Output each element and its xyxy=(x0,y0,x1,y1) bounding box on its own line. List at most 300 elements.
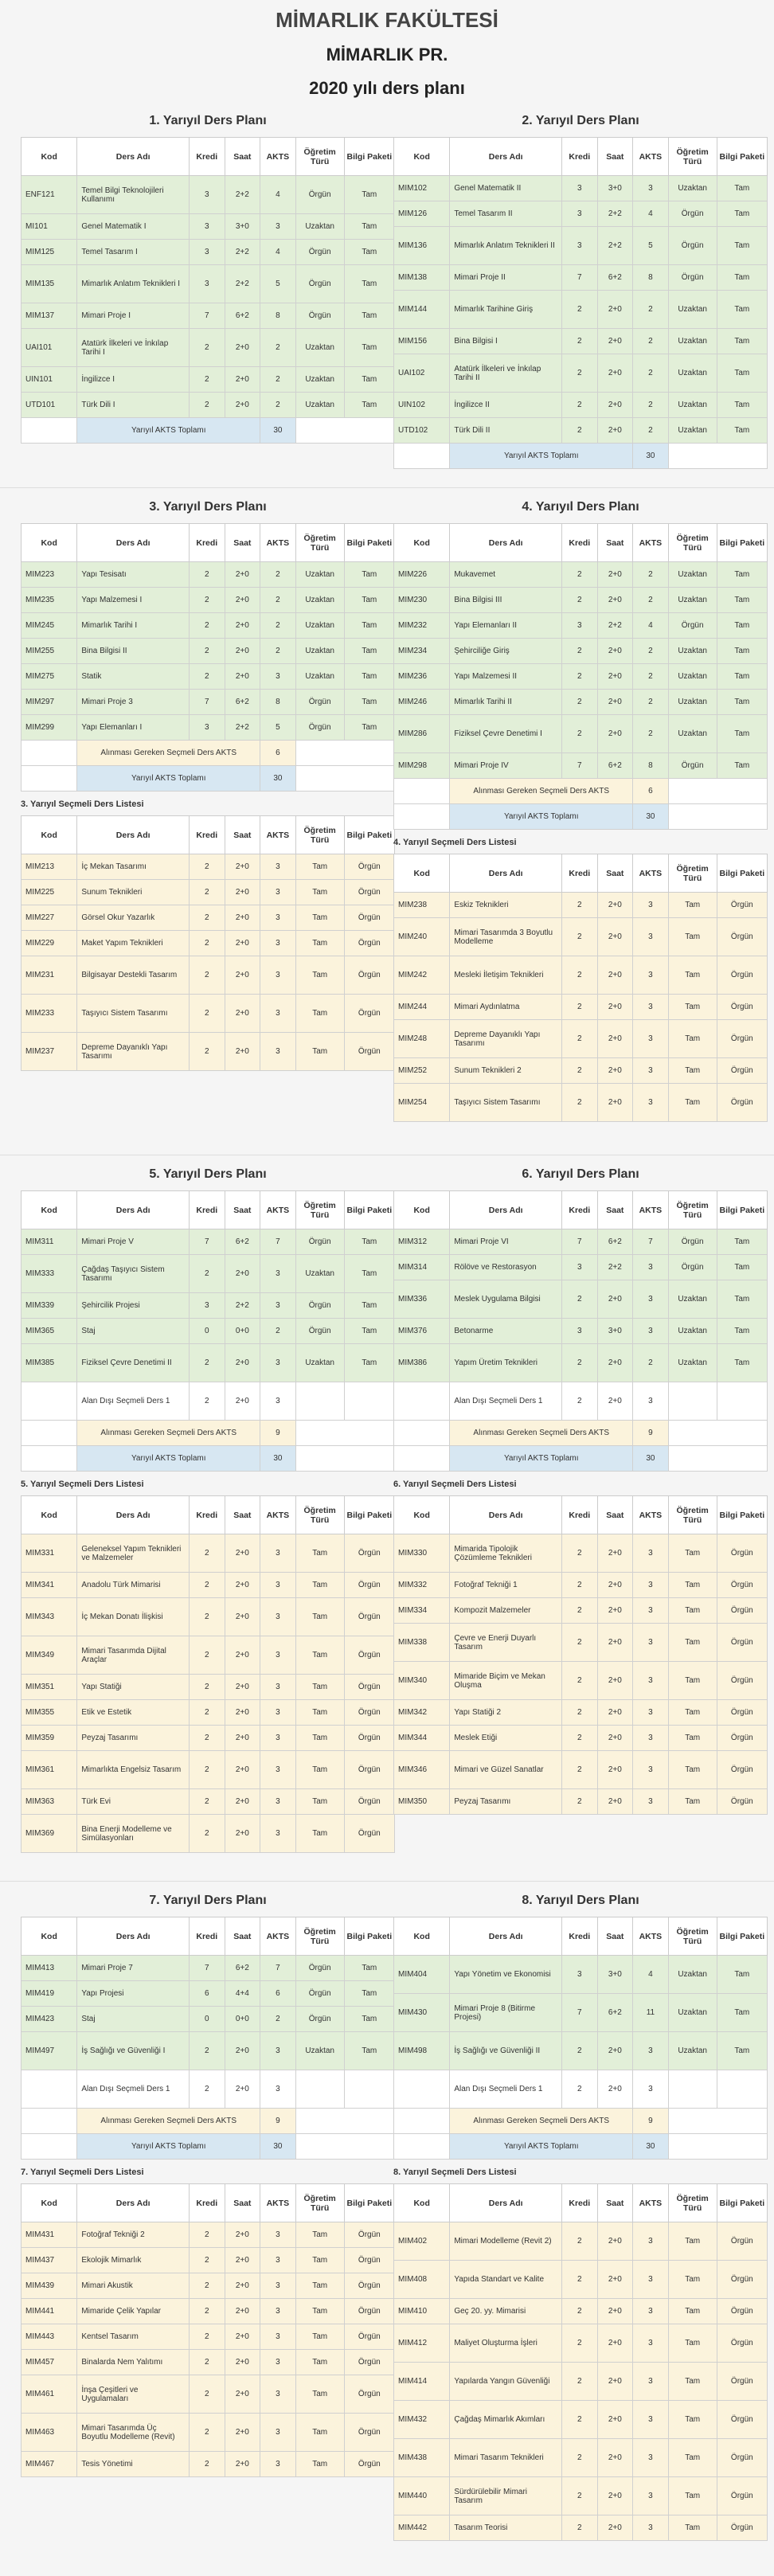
course-ects: 2 xyxy=(633,690,669,715)
course-mode: Tam xyxy=(668,1624,717,1662)
course-package: Örgün xyxy=(344,1751,394,1789)
course-ects: 7 xyxy=(633,1229,669,1255)
course-credit: 2 xyxy=(562,291,598,329)
elective-ects-label: Alınması Gereken Seçmeli Ders AKTS xyxy=(77,2109,260,2134)
course-credit: 2 xyxy=(190,2299,225,2324)
course-package: Örgün xyxy=(717,2477,767,2515)
package-header: Bilgi Paketi xyxy=(344,524,394,562)
course-mode: Uzaktan xyxy=(668,1994,717,2032)
course-ects: 4 xyxy=(633,613,669,639)
course-hours: 2+0 xyxy=(597,1700,633,1726)
course-name: Genel Matematik I xyxy=(77,214,190,240)
course-credit: 2 xyxy=(190,588,225,613)
course-hours: 2+2 xyxy=(225,176,260,214)
blank-cell xyxy=(668,779,767,804)
course-code: MIM349 xyxy=(22,1636,77,1675)
course-name: Anadolu Türk Mimarisi xyxy=(77,1573,190,1598)
course-mode: Uzaktan xyxy=(668,291,717,329)
course-mode: Tam xyxy=(295,2222,344,2248)
course-name: İngilizce II xyxy=(450,393,562,418)
course-code: MIM497 xyxy=(22,2032,77,2070)
course-package: Örgün xyxy=(717,1020,767,1058)
course-hours: 2+0 xyxy=(225,1636,260,1675)
course-mode: Tam xyxy=(668,1700,717,1726)
code-header: Kod xyxy=(394,1496,450,1534)
course-name: Yapı Malzemesi II xyxy=(450,664,562,690)
course-credit: 3 xyxy=(562,1956,598,1994)
course-package: Örgün xyxy=(344,1675,394,1700)
course-name: Yapım Üretim Teknikleri xyxy=(450,1344,562,1382)
course-code: MIM336 xyxy=(394,1280,450,1319)
course-row xyxy=(22,956,395,995)
course-row xyxy=(22,2350,395,2375)
mode-header: Öğretim Türü xyxy=(668,524,717,562)
course-hours: 2+0 xyxy=(225,956,260,995)
elective-table xyxy=(21,815,395,1071)
credit-header: Kredi xyxy=(562,1917,598,1956)
course-ects: 2 xyxy=(633,1344,669,1382)
name-header: Ders Adı xyxy=(77,1191,190,1229)
course-name: Türk Evi xyxy=(77,1789,190,1815)
elective-table xyxy=(21,1495,395,1853)
course-row xyxy=(394,956,768,995)
course-row xyxy=(394,1344,768,1382)
course-name: Peyzaj Tasarımı xyxy=(450,1789,562,1815)
course-ects: 3 xyxy=(633,1058,669,1084)
course-mode: Tam xyxy=(668,1020,717,1058)
course-credit: 2 xyxy=(562,1084,598,1122)
course-code: MIM414 xyxy=(394,2363,450,2401)
code-header: Kod xyxy=(22,816,77,854)
course-code: MIM334 xyxy=(394,1598,450,1624)
section-year-1 xyxy=(0,111,774,486)
course-name: Taşıyıcı Sistem Tasarımı xyxy=(450,1084,562,1122)
course-ects: 3 xyxy=(260,2324,296,2350)
course-ects: 3 xyxy=(260,905,296,931)
course-credit: 2 xyxy=(562,1344,598,1382)
course-package: Örgün xyxy=(344,2350,394,2375)
course-package: Tam xyxy=(717,664,767,690)
course-row xyxy=(394,1573,768,1598)
semester-5 xyxy=(21,1165,395,1853)
course-mode: Uzaktan xyxy=(295,2032,344,2070)
course-package: Tam xyxy=(717,1229,767,1255)
course-ects: 3 xyxy=(260,2222,296,2248)
course-credit: 2 xyxy=(562,1058,598,1084)
course-mode: Uzaktan xyxy=(668,1280,717,1319)
total-ects-row xyxy=(22,418,395,444)
course-row xyxy=(394,2261,768,2299)
ects-header: AKTS xyxy=(633,1191,669,1229)
total-ects-row xyxy=(394,2134,768,2160)
course-hours: 2+0 xyxy=(225,995,260,1033)
course-package: Örgün xyxy=(717,1084,767,1122)
course-hours: 6+2 xyxy=(597,1229,633,1255)
course-hours: 2+0 xyxy=(597,1573,633,1598)
course-mode: Tam xyxy=(668,1751,717,1789)
course-credit: 2 xyxy=(190,1255,225,1293)
course-credit: 2 xyxy=(190,931,225,956)
course-ects: 3 xyxy=(633,176,669,201)
course-code: MIM226 xyxy=(394,562,450,588)
course-code: MIM413 xyxy=(22,1956,77,1981)
course-row xyxy=(394,418,768,444)
course-ects: 3 xyxy=(633,1662,669,1700)
course-mode: Örgün xyxy=(668,227,717,265)
course-ects: 8 xyxy=(260,690,296,715)
course-hours: 2+0 xyxy=(597,1344,633,1382)
course-ects: 2 xyxy=(260,588,296,613)
course-ects: 3 xyxy=(260,854,296,880)
course-ects: 8 xyxy=(633,753,669,779)
ects-header: AKTS xyxy=(260,1917,296,1956)
course-credit: 2 xyxy=(562,329,598,354)
total-ects-label: Yarıyıl AKTS Toplamı xyxy=(77,2134,260,2160)
course-row xyxy=(394,588,768,613)
course-hours: 2+0 xyxy=(597,1726,633,1751)
course-name: İş Sağlığı ve Güvenliği I xyxy=(77,2032,190,2070)
course-package: Örgün xyxy=(344,1636,394,1675)
course-credit: 7 xyxy=(190,690,225,715)
table-header-row xyxy=(22,1191,395,1229)
outside-elective-hours: 2+0 xyxy=(225,2070,260,2109)
course-hours: 2+2 xyxy=(225,265,260,303)
course-ects: 3 xyxy=(633,1598,669,1624)
course-name: İç Mekan Tasarımı xyxy=(77,854,190,880)
course-ects: 2 xyxy=(260,1319,296,1344)
outside-pkg-cell xyxy=(717,1382,767,1421)
semester-7 xyxy=(21,1891,395,2477)
course-row xyxy=(22,2032,395,2070)
course-code: MIM404 xyxy=(394,1956,450,1994)
course-credit: 2 xyxy=(562,664,598,690)
course-row xyxy=(394,1534,768,1573)
course-package: Örgün xyxy=(344,1598,394,1636)
elective-ects-row xyxy=(394,2109,768,2134)
course-package: Örgün xyxy=(344,1534,394,1573)
course-ects: 2 xyxy=(260,639,296,664)
course-mode: Uzaktan xyxy=(668,1344,717,1382)
blank-cell xyxy=(22,1421,77,1446)
course-row xyxy=(22,1319,395,1344)
course-name: Yapılarda Yangın Güvenliği xyxy=(450,2363,562,2401)
course-mode: Uzaktan xyxy=(295,329,344,367)
total-ects-value: 30 xyxy=(633,2134,669,2160)
course-code: MIM330 xyxy=(394,1534,450,1573)
course-credit: 2 xyxy=(562,995,598,1020)
course-ects: 3 xyxy=(260,2273,296,2299)
course-hours: 3+0 xyxy=(597,176,633,201)
blank-cell xyxy=(668,2134,767,2160)
outside-elective-row xyxy=(22,1382,395,1421)
course-package: Tam xyxy=(717,354,767,393)
course-ects: 8 xyxy=(260,303,296,329)
course-mode: Örgün xyxy=(295,1981,344,2007)
course-name: Mimari Akustik xyxy=(77,2273,190,2299)
elective-ects-value: 9 xyxy=(633,1421,669,1446)
course-hours: 2+0 xyxy=(597,562,633,588)
course-hours: 2+0 xyxy=(225,2452,260,2477)
course-package: Tam xyxy=(717,639,767,664)
course-row xyxy=(394,1280,768,1319)
course-code: MIM138 xyxy=(394,265,450,291)
course-hours: 2+0 xyxy=(225,367,260,393)
course-code: MIM339 xyxy=(22,1293,77,1319)
course-name: Mimari Proje 3 xyxy=(77,690,190,715)
name-header: Ders Adı xyxy=(450,1917,562,1956)
semester-title: 5. Yarıyıl Ders Planı xyxy=(149,1167,267,1181)
course-row xyxy=(394,918,768,956)
course-mode: Örgün xyxy=(295,1293,344,1319)
credit-header: Kredi xyxy=(562,138,598,176)
course-hours: 2+0 xyxy=(597,2439,633,2477)
course-hours: 2+2 xyxy=(597,227,633,265)
course-credit: 3 xyxy=(190,214,225,240)
course-mode: Uzaktan xyxy=(295,367,344,393)
course-ects: 11 xyxy=(633,1994,669,2032)
course-package: Tam xyxy=(344,1981,394,2007)
course-package: Örgün xyxy=(344,2299,394,2324)
course-name: İngilizce I xyxy=(77,367,190,393)
course-row xyxy=(394,613,768,639)
course-ects: 4 xyxy=(633,201,669,227)
course-name: İnşa Çeşitleri ve Uygulamaları xyxy=(77,2375,190,2414)
course-name: Mimari Proje VI xyxy=(450,1229,562,1255)
course-package: Örgün xyxy=(344,1033,394,1071)
total-ects-row xyxy=(394,444,768,469)
course-hours: 2+0 xyxy=(225,2273,260,2299)
course-credit: 2 xyxy=(562,1726,598,1751)
name-header: Ders Adı xyxy=(77,816,190,854)
course-name: Mimaride Biçim ve Mekan Oluşma xyxy=(450,1662,562,1700)
course-name: Sürdürülebilir Mimari Tasarım xyxy=(450,2477,562,2515)
course-credit: 2 xyxy=(562,418,598,444)
course-name: Rölöve ve Restorasyon xyxy=(450,1255,562,1280)
course-mode: Tam xyxy=(295,1789,344,1815)
course-ects: 3 xyxy=(633,995,669,1020)
course-package: Tam xyxy=(717,588,767,613)
course-row xyxy=(394,1255,768,1280)
course-ects: 3 xyxy=(260,880,296,905)
ects-header: AKTS xyxy=(260,138,296,176)
ects-header: AKTS xyxy=(633,524,669,562)
section-year-2 xyxy=(0,487,774,1152)
hours-header: Saat xyxy=(225,1496,260,1534)
course-row xyxy=(22,1573,395,1598)
course-row xyxy=(394,201,768,227)
course-ects: 5 xyxy=(633,227,669,265)
course-hours: 2+0 xyxy=(225,1789,260,1815)
course-ects: 2 xyxy=(633,562,669,588)
course-hours: 2+0 xyxy=(597,329,633,354)
course-ects: 3 xyxy=(260,1700,296,1726)
course-row xyxy=(22,1981,395,2007)
course-ects: 3 xyxy=(260,2350,296,2375)
course-package: Örgün xyxy=(717,995,767,1020)
elective-ects-label: Alınması Gereken Seçmeli Ders AKTS xyxy=(450,2109,633,2134)
course-credit: 2 xyxy=(190,880,225,905)
course-row xyxy=(22,367,395,393)
course-row xyxy=(394,1598,768,1624)
course-code: MIM236 xyxy=(394,664,450,690)
course-package: Örgün xyxy=(344,931,394,956)
course-credit: 3 xyxy=(190,176,225,214)
course-package: Örgün xyxy=(717,1598,767,1624)
course-credit: 2 xyxy=(190,1598,225,1636)
outside-elective-ects: 3 xyxy=(633,2070,669,2109)
course-name: Depreme Dayanıklı Yapı Tasarımı xyxy=(77,1033,190,1071)
course-credit: 2 xyxy=(190,1573,225,1598)
course-package: Örgün xyxy=(717,1573,767,1598)
credit-header: Kredi xyxy=(562,524,598,562)
total-ects-value: 30 xyxy=(633,444,669,469)
course-credit: 2 xyxy=(190,664,225,690)
course-credit: 2 xyxy=(562,2401,598,2439)
course-code: MIM275 xyxy=(22,664,77,690)
course-ects: 3 xyxy=(633,1726,669,1751)
hours-header: Saat xyxy=(597,1496,633,1534)
hours-header: Saat xyxy=(225,524,260,562)
total-ects-value: 30 xyxy=(260,766,296,792)
course-package: Tam xyxy=(717,1994,767,2032)
blank-cell xyxy=(295,1446,394,1472)
course-hours: 2+0 xyxy=(597,418,633,444)
course-code: MIM102 xyxy=(394,176,450,201)
outside-pkg-cell xyxy=(344,2070,394,2109)
course-package: Örgün xyxy=(717,2222,767,2261)
course-credit: 2 xyxy=(190,1636,225,1675)
name-header: Ders Adı xyxy=(77,524,190,562)
semester-2 xyxy=(393,111,768,469)
course-name: Mimari Modelleme (Revit 2) xyxy=(450,2222,562,2261)
course-credit: 2 xyxy=(562,956,598,995)
course-table xyxy=(21,1917,395,2160)
course-ects: 3 xyxy=(260,1534,296,1573)
course-hours: 2+0 xyxy=(597,639,633,664)
course-hours: 2+0 xyxy=(597,1084,633,1122)
course-name: Ekolojik Mimarlık xyxy=(77,2248,190,2273)
course-mode: Uzaktan xyxy=(668,354,717,393)
course-ects: 3 xyxy=(633,2515,669,2541)
course-credit: 7 xyxy=(190,1956,225,1981)
total-ects-value: 30 xyxy=(633,1446,669,1472)
course-code: MIM223 xyxy=(22,562,77,588)
course-mode: Uzaktan xyxy=(668,715,717,753)
course-name: Türk Dili I xyxy=(77,393,190,418)
course-row xyxy=(22,1700,395,1726)
course-hours: 2+2 xyxy=(597,1255,633,1280)
course-credit: 2 xyxy=(190,995,225,1033)
course-mode: Örgün xyxy=(295,176,344,214)
course-row xyxy=(22,1033,395,1071)
blank-cell xyxy=(22,2109,77,2134)
course-code: ENF121 xyxy=(22,176,77,214)
course-ects: 3 xyxy=(633,1700,669,1726)
course-name: Mimari Tasarım Teknikleri xyxy=(450,2439,562,2477)
course-name: Fiziksel Çevre Denetimi I xyxy=(450,715,562,753)
course-code: MIM225 xyxy=(22,880,77,905)
course-mode: Tam xyxy=(668,2401,717,2439)
course-credit: 2 xyxy=(190,2350,225,2375)
course-code: MIM245 xyxy=(22,613,77,639)
course-code: MIM254 xyxy=(394,1084,450,1122)
course-credit: 2 xyxy=(190,1789,225,1815)
outside-mode-cell xyxy=(668,2070,717,2109)
course-row xyxy=(22,2273,395,2299)
course-ects: 5 xyxy=(260,715,296,741)
course-credit: 2 xyxy=(562,1280,598,1319)
total-ects-row xyxy=(394,804,768,830)
course-ects: 3 xyxy=(633,2032,669,2070)
hours-header: Saat xyxy=(597,138,633,176)
code-header: Kod xyxy=(22,138,77,176)
total-ects-row xyxy=(22,2134,395,2160)
course-code: MIM297 xyxy=(22,690,77,715)
course-hours: 2+0 xyxy=(225,854,260,880)
blank-cell xyxy=(295,418,394,444)
course-name: Mimari Tasarımda Dijital Araçlar xyxy=(77,1636,190,1675)
elective-ects-value: 9 xyxy=(260,1421,296,1446)
ects-header: AKTS xyxy=(633,138,669,176)
course-row xyxy=(22,214,395,240)
course-ects: 7 xyxy=(260,1956,296,1981)
course-package: Tam xyxy=(717,715,767,753)
course-row xyxy=(22,2414,395,2452)
course-mode: Tam xyxy=(295,931,344,956)
course-hours: 2+0 xyxy=(597,2363,633,2401)
course-credit: 2 xyxy=(562,2477,598,2515)
semester-8 xyxy=(393,1891,768,2541)
course-credit: 2 xyxy=(562,1662,598,1700)
course-package: Tam xyxy=(344,303,394,329)
course-code: MIM442 xyxy=(394,2515,450,2541)
course-row xyxy=(394,393,768,418)
hours-header: Saat xyxy=(597,524,633,562)
course-row xyxy=(394,1751,768,1789)
outside-elective-credit: 2 xyxy=(190,2070,225,2109)
course-package: Örgün xyxy=(717,1058,767,1084)
course-package: Örgün xyxy=(717,1726,767,1751)
outside-mode-cell xyxy=(295,1382,344,1421)
course-code: MIM439 xyxy=(22,2273,77,2299)
course-row xyxy=(394,265,768,291)
elective-ects-row xyxy=(22,2109,395,2134)
course-credit: 3 xyxy=(190,1293,225,1319)
course-row xyxy=(22,1636,395,1675)
course-name: Mimari Proje 8 (Bitirme Projesi) xyxy=(450,1994,562,2032)
course-row xyxy=(22,905,395,931)
course-mode: Tam xyxy=(295,1573,344,1598)
course-credit: 2 xyxy=(562,2261,598,2299)
outside-elective-ects: 3 xyxy=(633,1382,669,1421)
course-mode: Örgün xyxy=(668,201,717,227)
course-package: Tam xyxy=(344,1293,394,1319)
course-ects: 7 xyxy=(260,1229,296,1255)
course-code: MIM376 xyxy=(394,1319,450,1344)
course-hours: 6+2 xyxy=(597,265,633,291)
course-mode: Tam xyxy=(295,1534,344,1573)
course-hours: 2+0 xyxy=(225,880,260,905)
outside-elective-credit: 2 xyxy=(190,1382,225,1421)
semester-title: 3. Yarıyıl Ders Planı xyxy=(149,500,267,514)
code-header: Kod xyxy=(22,2184,77,2222)
course-credit: 3 xyxy=(562,176,598,201)
name-header: Ders Adı xyxy=(450,2184,562,2222)
course-name: Mesleki İletişim Teknikleri xyxy=(450,956,562,995)
course-name: Betonarme xyxy=(450,1319,562,1344)
elective-list-title: 5. Yarıyıl Seçmeli Ders Listesi xyxy=(21,1480,144,1489)
course-row xyxy=(394,227,768,265)
